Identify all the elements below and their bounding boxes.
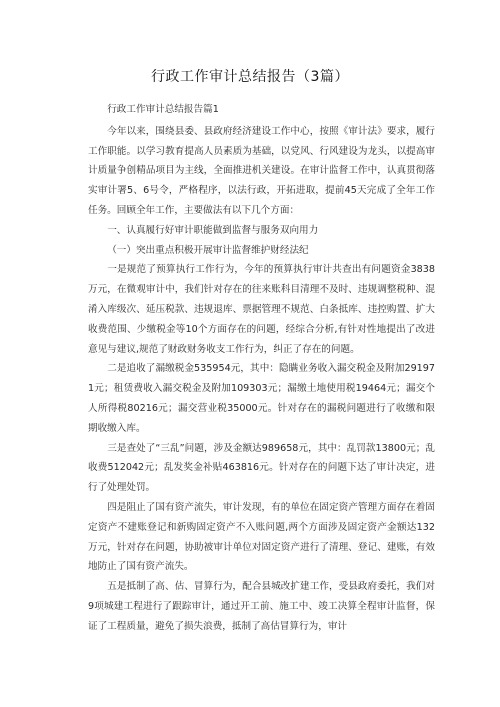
paragraph-tax: 二是追收了漏缴税金535954元，其中：隐瞒业务收入漏交税金及附加291971元；租赁费收入漏交税金及附加109303元；漏缴土地使用税19464元；漏交个人所得税80216元；漏交营业税35000元。针对存在的漏税问题进行了收缴和限期收缴入库。: [88, 363, 435, 434]
paragraph-overestimation: 五是抵制了高、估、冒算行为，配合县城改扩建工作，受县政府委托，我们对9项城建工程进行了跟踪审计，通过开工前、施工中、竣工决算全程审计监督，保证了工程质量，避免了损失浪费，抵制了高估冒算行为，审计: [88, 581, 435, 632]
document-title: 行政工作审计总结报告（3篇）: [151, 69, 349, 85]
paragraph-intro: 今年以来，围绕县委、县政府经济建设工作中心，按照《审计法》要求，履行工作职能。以学习教育提高人员素质为基础，以党风、行风建设为龙头，以提高审计质量争创精品项目为主线，全面推进机关建设。在审计监督工作中，认真贯彻落实审计署5、6号令，严格程序，以法行政，开拓进取，提前45天完成了全年工作任务。回顾全年工作，主要做法有以下几个方面：: [88, 125, 435, 216]
paragraph-state-assets: 四是阻止了国有资产流失，审计发现，有的单位在固定资产管理方面存在着固定资产不建账登记和新购固定资产不入账问题,两个方面涉及固定资产金额达132万元，针对存在问题，协助被审计单位对固定资产进行了清理、登记、建账，有效地防止了国有资产流失。: [88, 501, 435, 573]
document-body: [88, 100, 435, 637]
paragraph-three-disorders: 三是查处了“三乱”问题，涉及金额达989658元，其中：乱罚款13800元；乱收费512042元；乱发奖金补贴463816元。针对存在的问题下达了审计决定，进行了处理处罚。: [88, 442, 435, 494]
section-heading-1: 一、认真履行好审计职能做到监督与服务双向用力: [107, 224, 319, 236]
subsection-heading-1: （一）突出重点积极开展审计监督维护财经法纪: [107, 244, 309, 256]
article-subtitle: 行政工作审计总结报告篇1: [107, 104, 219, 115]
paragraph-budget: 一是规范了预算执行工作行为，今年的预算执行审计共查出有问题资金3838万元，在微观审计中，我们针对存在的往来账科目清理不及时、违规调整税种、混淆入库级次、延压税款、违规退库、票据管理不规范、白条抵库、违控购置、扩大收费范围、少缴税金等10个方面存在的问题，经综合分析,有针对性地提出了改进意见与建议,规范了财政财务收支工作行为，纠正了存在的问题。: [88, 264, 435, 355]
